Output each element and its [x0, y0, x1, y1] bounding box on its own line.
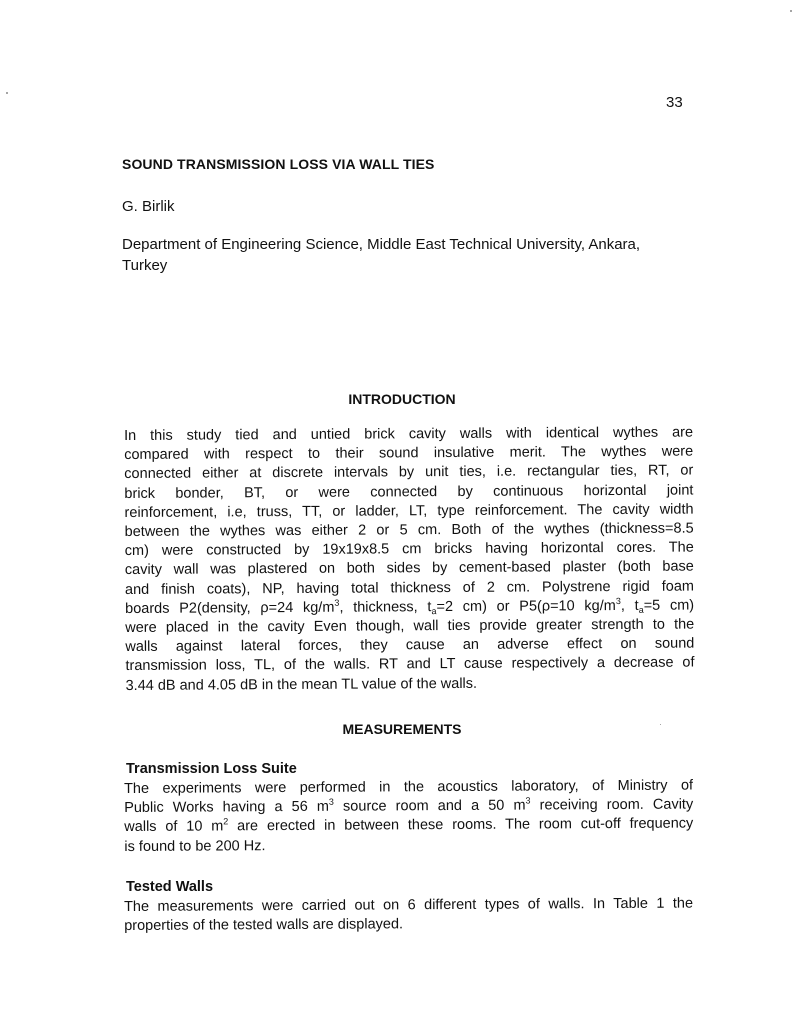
introduction-heading: INTRODUCTION [348, 391, 456, 407]
introduction-paragraph [124, 424, 695, 696]
paragraph-line: The measurements were carried out on 6 different types of walls. In Table 1 the [124, 895, 694, 915]
scan-speck [660, 724, 661, 725]
superscript: 3 [334, 597, 340, 608]
text-run: are erected in between these rooms. The room cut-off frequency [228, 815, 694, 835]
text-run: =5 cm) [643, 597, 695, 614]
paragraph-line: cavity wall was plastered on both sides by cement-based plaster (both base [124, 558, 694, 579]
tested-walls-paragraph [124, 895, 693, 937]
paragraph-line: compared with respect to their sound insulative merit. The wythes were [124, 443, 694, 464]
paragraph-line: walls against lateral forces, they cause an adverse effect on sound [125, 635, 695, 656]
subscript: a [638, 604, 644, 615]
measurements-heading: MEASUREMENTS [342, 721, 462, 737]
subheading-transmission-loss-suite: Transmission Loss Suite [126, 761, 297, 777]
paragraph-line [124, 815, 693, 838]
paragraph-line: between the wythes was either 2 or 5 cm. Both of the wythes (thickness=8.5 [124, 520, 694, 541]
text-run: boards P2(density, ρ=24 kg/m [125, 599, 335, 617]
paragraph-line: properties of the tested walls are displayed. [124, 916, 404, 935]
paragraph-line: is found to be 200 Hz. [124, 837, 266, 855]
author-affiliation [122, 234, 640, 276]
paragraph-line: connected either at discrete intervals by unit ties, i.e. rectangular ties, RT, or [124, 462, 694, 483]
superscript: 2 [223, 816, 229, 827]
affiliation-line: Turkey [122, 257, 168, 274]
author-name: G. Birlik [122, 198, 175, 215]
page-number: 33 [666, 94, 683, 111]
text-run: source room and a 50 m [333, 797, 526, 815]
subscript: a [431, 605, 437, 616]
paragraph-line: The experiments were performed in the acoustics laboratory, of Ministry of [124, 777, 694, 797]
text-run: receiving room. Cavity [530, 796, 694, 814]
paragraph-line: were placed in the cavity Even though, wall ties provide greater strength to the [125, 616, 695, 637]
paper-title: SOUND TRANSMISSION LOSS VIA WALL TIES [122, 156, 435, 172]
affiliation-line: Department of Engineering Science, Middle East Technical University, Ankara, [122, 236, 641, 253]
paragraph-line: brick bonder, BT, or were connected by continuous horizontal joint [124, 482, 694, 502]
subheading-tested-walls: Tested Walls [126, 879, 214, 895]
scan-speck [6, 92, 8, 94]
text-run: walls of 10 m [124, 818, 224, 836]
paragraph-line: transmission loss, TL, of the walls. RT and LT cause respectively a decrease of [125, 654, 695, 675]
superscript: 3 [615, 595, 621, 606]
text-run: Public Works having a 56 m [124, 798, 329, 817]
text-run: =2 cm) or P5(ρ=10 kg/m [436, 597, 616, 615]
paragraph-line: In this study tied and untied brick cavity walls with identical wythes are [124, 424, 694, 444]
transmission-loss-suite-paragraph [124, 777, 693, 857]
text-run: , t [620, 597, 639, 614]
paragraph-line: and finish coats), NP, having total thickness of 2 cm. Polystrene rigid foam [124, 578, 695, 598]
paragraph-line: cm) were constructed by 19x19x8.5 cm bricks having horizontal cores. The [124, 539, 694, 560]
scan-speck [790, 10, 792, 12]
text-run: , thickness, t [339, 598, 432, 616]
paragraph-line: reinforcement, i.e, truss, TT, or ladder, LT, type reinforcement. The cavity width [124, 501, 694, 521]
superscript: 3 [525, 795, 531, 806]
paragraph-line: 3.44 dB and 4.05 dB in the mean TL value of the walls. [125, 675, 478, 694]
superscript: 3 [328, 796, 334, 807]
